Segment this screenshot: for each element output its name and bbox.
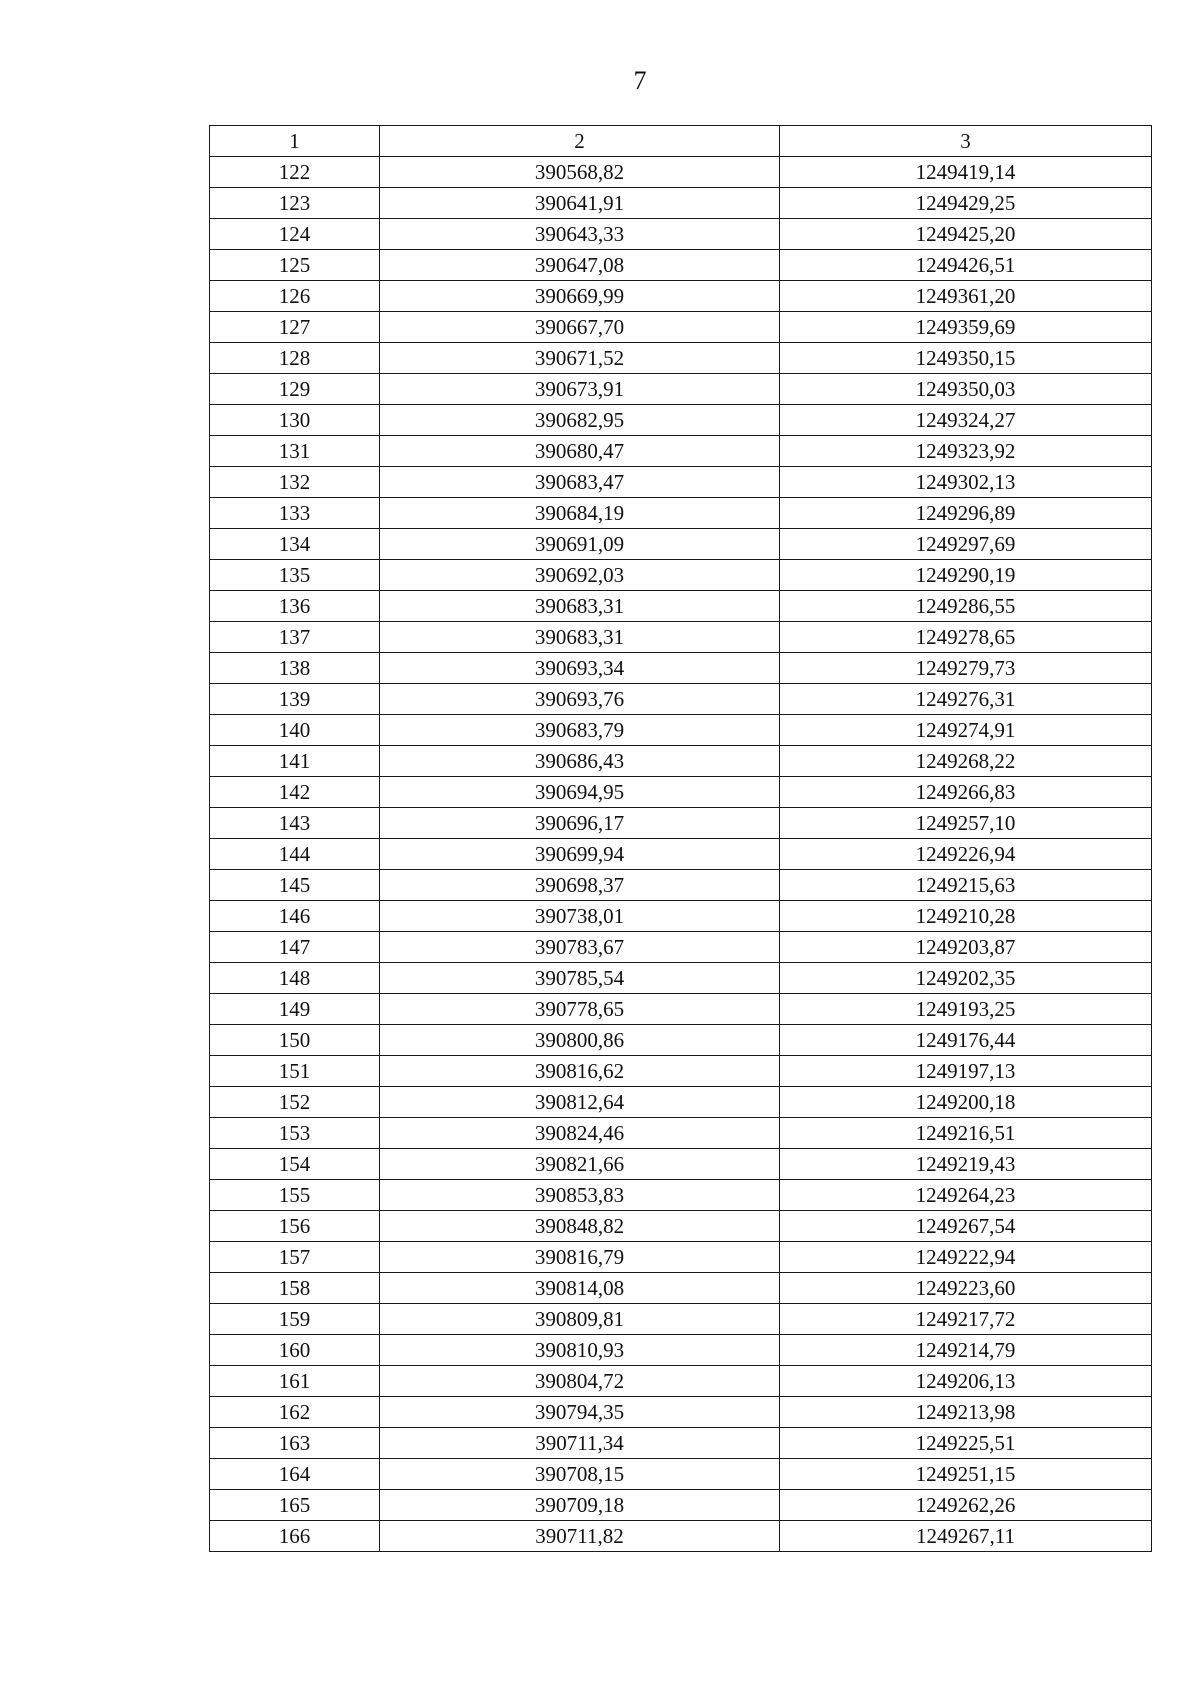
point-number-cell: 166 [210,1521,380,1552]
y-coordinate-cell: 1249268,22 [780,746,1152,777]
table-row [210,591,1152,622]
point-number-cell: 155 [210,1180,380,1211]
table-row [210,653,1152,684]
table-row [210,374,1152,405]
x-coordinate-cell: 390682,95 [380,405,780,436]
table-row [210,839,1152,870]
x-coordinate-cell: 390667,70 [380,312,780,343]
point-number-cell: 124 [210,219,380,250]
x-coordinate-cell: 390809,81 [380,1304,780,1335]
x-coordinate-cell: 390814,08 [380,1273,780,1304]
table-row [210,467,1152,498]
point-number-cell: 158 [210,1273,380,1304]
table-row [210,560,1152,591]
x-coordinate-cell: 390699,94 [380,839,780,870]
point-number-cell: 140 [210,715,380,746]
y-coordinate-cell: 1249361,20 [780,281,1152,312]
point-number-cell: 165 [210,1490,380,1521]
point-number-cell: 135 [210,560,380,591]
table-row [210,1366,1152,1397]
x-coordinate-cell: 390853,83 [380,1180,780,1211]
y-coordinate-cell: 1249203,87 [780,932,1152,963]
y-coordinate-cell: 1249217,72 [780,1304,1152,1335]
table-row [210,1025,1152,1056]
table-row [210,715,1152,746]
x-coordinate-cell: 390643,33 [380,219,780,250]
column-header-2: 2 [380,126,780,157]
point-number-cell: 131 [210,436,380,467]
x-coordinate-cell: 390711,82 [380,1521,780,1552]
x-coordinate-cell: 390680,47 [380,436,780,467]
point-number-cell: 122 [210,157,380,188]
y-coordinate-cell: 1249324,27 [780,405,1152,436]
point-number-cell: 137 [210,622,380,653]
table-row [210,777,1152,808]
x-coordinate-cell: 390698,37 [380,870,780,901]
y-coordinate-cell: 1249226,94 [780,839,1152,870]
table-row [210,1490,1152,1521]
table-row [210,529,1152,560]
table-row [210,1428,1152,1459]
point-number-cell: 163 [210,1428,380,1459]
point-number-cell: 153 [210,1118,380,1149]
y-coordinate-cell: 1249210,28 [780,901,1152,932]
table-row [210,1521,1152,1552]
table-row [210,901,1152,932]
y-coordinate-cell: 1249264,23 [780,1180,1152,1211]
point-number-cell: 143 [210,808,380,839]
table-row [210,1304,1152,1335]
x-coordinate-cell: 390673,91 [380,374,780,405]
table-row [210,1242,1152,1273]
point-number-cell: 141 [210,746,380,777]
x-coordinate-cell: 390785,54 [380,963,780,994]
point-number-cell: 147 [210,932,380,963]
point-number-cell: 152 [210,1087,380,1118]
x-coordinate-cell: 390810,93 [380,1335,780,1366]
y-coordinate-cell: 1249274,91 [780,715,1152,746]
x-coordinate-cell: 390816,79 [380,1242,780,1273]
point-number-cell: 125 [210,250,380,281]
table-row [210,994,1152,1025]
x-coordinate-cell: 390778,65 [380,994,780,1025]
y-coordinate-cell: 1249426,51 [780,250,1152,281]
x-coordinate-cell: 390669,99 [380,281,780,312]
table-row [210,1273,1152,1304]
x-coordinate-cell: 390696,17 [380,808,780,839]
point-number-cell: 130 [210,405,380,436]
point-number-cell: 154 [210,1149,380,1180]
y-coordinate-cell: 1249278,65 [780,622,1152,653]
table-row [210,1087,1152,1118]
table-row [210,343,1152,374]
x-coordinate-cell: 390821,66 [380,1149,780,1180]
table-body [210,157,1152,1552]
x-coordinate-cell: 390711,34 [380,1428,780,1459]
x-coordinate-cell: 390693,76 [380,684,780,715]
point-number-cell: 161 [210,1366,380,1397]
point-number-cell: 138 [210,653,380,684]
y-coordinate-cell: 1249206,13 [780,1366,1152,1397]
table-row [210,281,1152,312]
point-number-cell: 134 [210,529,380,560]
table-row [210,219,1152,250]
x-coordinate-cell: 390671,52 [380,343,780,374]
y-coordinate-cell: 1249267,54 [780,1211,1152,1242]
table-row [210,1056,1152,1087]
x-coordinate-cell: 390684,19 [380,498,780,529]
point-number-cell: 126 [210,281,380,312]
point-number-cell: 144 [210,839,380,870]
table-row [210,1180,1152,1211]
point-number-cell: 136 [210,591,380,622]
y-coordinate-cell: 1249429,25 [780,188,1152,219]
table-row [210,870,1152,901]
table-row [210,746,1152,777]
point-number-cell: 151 [210,1056,380,1087]
table-row [210,963,1152,994]
table-header-row [210,126,1152,157]
x-coordinate-cell: 390800,86 [380,1025,780,1056]
y-coordinate-cell: 1249197,13 [780,1056,1152,1087]
table-row [210,1397,1152,1428]
y-coordinate-cell: 1249213,98 [780,1397,1152,1428]
table-row [210,1118,1152,1149]
y-coordinate-cell: 1249222,94 [780,1242,1152,1273]
point-number-cell: 150 [210,1025,380,1056]
table-row [210,250,1152,281]
x-coordinate-cell: 390738,01 [380,901,780,932]
y-coordinate-cell: 1249419,14 [780,157,1152,188]
x-coordinate-cell: 390683,47 [380,467,780,498]
x-coordinate-cell: 390824,46 [380,1118,780,1149]
y-coordinate-cell: 1249216,51 [780,1118,1152,1149]
page-number: 7 [633,66,647,95]
y-coordinate-cell: 1249425,20 [780,219,1152,250]
x-coordinate-cell: 390709,18 [380,1490,780,1521]
table-row [210,1459,1152,1490]
y-coordinate-cell: 1249223,60 [780,1273,1152,1304]
y-coordinate-cell: 1249257,10 [780,808,1152,839]
point-number-cell: 128 [210,343,380,374]
y-coordinate-cell: 1249359,69 [780,312,1152,343]
x-coordinate-cell: 390694,95 [380,777,780,808]
x-coordinate-cell: 390647,08 [380,250,780,281]
y-coordinate-cell: 1249215,63 [780,870,1152,901]
point-number-cell: 139 [210,684,380,715]
x-coordinate-cell: 390683,31 [380,622,780,653]
point-number-cell: 148 [210,963,380,994]
x-coordinate-cell: 390794,35 [380,1397,780,1428]
coordinates-table [209,125,1152,1552]
x-coordinate-cell: 390816,62 [380,1056,780,1087]
point-number-cell: 164 [210,1459,380,1490]
point-number-cell: 157 [210,1242,380,1273]
x-coordinate-cell: 390683,31 [380,591,780,622]
point-number-cell: 123 [210,188,380,219]
y-coordinate-cell: 1249193,25 [780,994,1152,1025]
table-row [210,1211,1152,1242]
x-coordinate-cell: 390848,82 [380,1211,780,1242]
point-number-cell: 156 [210,1211,380,1242]
point-number-cell: 142 [210,777,380,808]
table-row [210,157,1152,188]
y-coordinate-cell: 1249296,89 [780,498,1152,529]
y-coordinate-cell: 1249279,73 [780,653,1152,684]
y-coordinate-cell: 1249225,51 [780,1428,1152,1459]
table-row [210,1149,1152,1180]
point-number-cell: 159 [210,1304,380,1335]
point-number-cell: 129 [210,374,380,405]
point-number-cell: 160 [210,1335,380,1366]
table-row [210,684,1152,715]
table-row [210,932,1152,963]
x-coordinate-cell: 390693,34 [380,653,780,684]
y-coordinate-cell: 1249262,26 [780,1490,1152,1521]
x-coordinate-cell: 390812,64 [380,1087,780,1118]
x-coordinate-cell: 390783,67 [380,932,780,963]
y-coordinate-cell: 1249350,15 [780,343,1152,374]
y-coordinate-cell: 1249323,92 [780,436,1152,467]
table-row [210,622,1152,653]
x-coordinate-cell: 390641,91 [380,188,780,219]
point-number-cell: 133 [210,498,380,529]
y-coordinate-cell: 1249302,13 [780,467,1152,498]
x-coordinate-cell: 390804,72 [380,1366,780,1397]
table-row [210,1335,1152,1366]
x-coordinate-cell: 390568,82 [380,157,780,188]
y-coordinate-cell: 1249267,11 [780,1521,1152,1552]
y-coordinate-cell: 1249219,43 [780,1149,1152,1180]
point-number-cell: 132 [210,467,380,498]
point-number-cell: 146 [210,901,380,932]
y-coordinate-cell: 1249176,44 [780,1025,1152,1056]
x-coordinate-cell: 390683,79 [380,715,780,746]
y-coordinate-cell: 1249350,03 [780,374,1152,405]
table-row [210,188,1152,219]
y-coordinate-cell: 1249214,79 [780,1335,1152,1366]
y-coordinate-cell: 1249251,15 [780,1459,1152,1490]
table-row [210,405,1152,436]
x-coordinate-cell: 390691,09 [380,529,780,560]
y-coordinate-cell: 1249276,31 [780,684,1152,715]
y-coordinate-cell: 1249286,55 [780,591,1152,622]
point-number-cell: 162 [210,1397,380,1428]
x-coordinate-cell: 390686,43 [380,746,780,777]
point-number-cell: 127 [210,312,380,343]
point-number-cell: 145 [210,870,380,901]
y-coordinate-cell: 1249297,69 [780,529,1152,560]
column-header-1: 1 [210,126,380,157]
table-row [210,312,1152,343]
x-coordinate-cell: 390692,03 [380,560,780,591]
y-coordinate-cell: 1249266,83 [780,777,1152,808]
table-row [210,498,1152,529]
y-coordinate-cell: 1249202,35 [780,963,1152,994]
column-header-3: 3 [780,126,1152,157]
x-coordinate-cell: 390708,15 [380,1459,780,1490]
y-coordinate-cell: 1249290,19 [780,560,1152,591]
table-row [210,436,1152,467]
y-coordinate-cell: 1249200,18 [780,1087,1152,1118]
table-row [210,808,1152,839]
point-number-cell: 149 [210,994,380,1025]
